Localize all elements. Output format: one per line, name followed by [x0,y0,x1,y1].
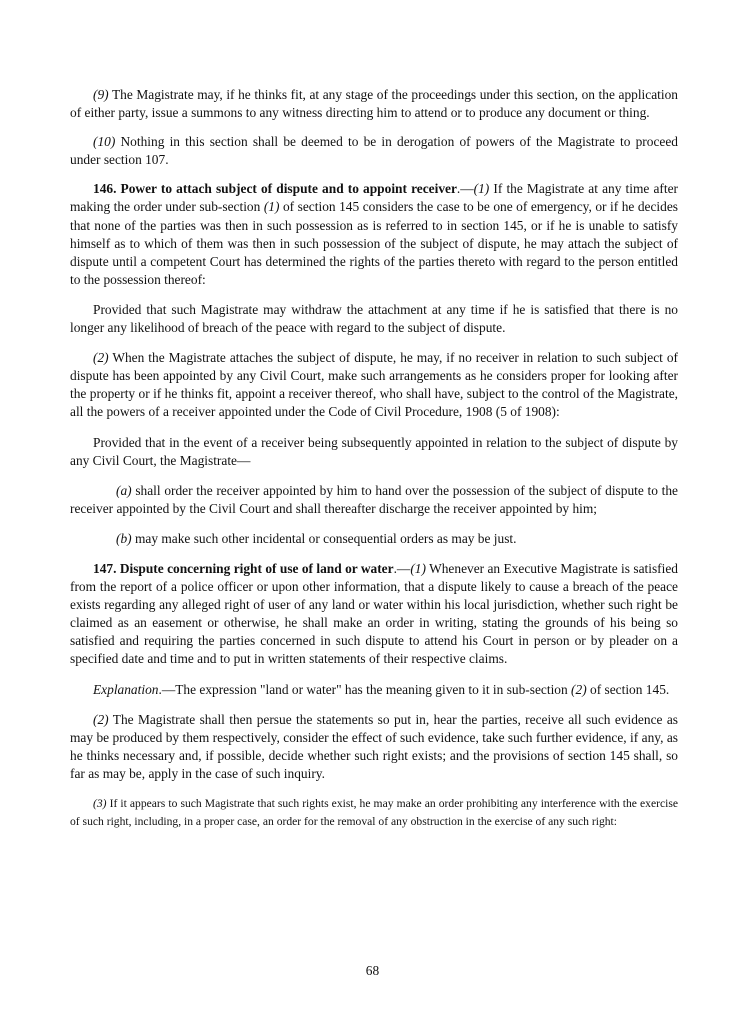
section-146-sub-2 [70,349,678,421]
subsection-reference: (1) [263,199,280,215]
clause-number: (2) [93,350,109,366]
explanation-dash: .— [158,681,176,697]
clause-letter: (a) [116,482,132,498]
paragraph-9 [70,86,678,122]
paragraph-text: Whenever an Executive Magistrate is satisfied from the report of a police officer or upon other information, that a dispute likely to cause a breach of the peace exists regarding any alleged right of user of any land or water within his local jurisdiction, whether such right be claimed as an easement or otherwise, he shall make an order in writing, stating the grounds of his being so satisfied and requiring the parties concerned in such dispute to attend his Court in person or by pleader on a specified date and time and to put in written statements of their respective claims. [70,560,678,667]
section-147-sub-2 [70,711,678,783]
paragraph-text: The Magistrate may, if he thinks fit, at any stage of the proceedings under this section, on the application of either party, issue a summons to any witness directing him to attend or to produce any document or thing. [70,87,678,121]
section-heading: 146. Power to attach subject of dispute and to appoint receiver [93,181,457,197]
paragraph-text: may make such other incidental or consequential orders as may be just. [131,530,517,546]
subsection-reference: (2) [571,681,587,697]
clause-number: (1) [473,181,490,197]
paragraph-text: If it appears to such Magistrate that such rights exist, he may make an order prohibiting any interference with the exercise of such right, including, in a proper case, an order for the removal of any obstruction in the exercise of any such right: [70,797,678,829]
clause-number: (9) [93,87,109,102]
explanation-label: Explanation [93,681,159,697]
clause-number: (10) [93,134,116,150]
clause-number: (2) [93,711,109,727]
paragraph-text: Nothing in this section shall be deemed to be in derogation of powers of the Magistrate to proceed under section 107. [70,134,678,168]
clause-a [70,482,678,518]
section-147-sub-3 [70,795,678,832]
paragraph-text: shall order the receiver appointed by him to hand over the possession of the subject of dispute to the receiver appointed by the Civil Court and shall thereafter discharge the receiver appointed by him; [70,482,678,516]
proviso-146-2: Provided that in the event of a receiver being subsequently appointed in relation to the subject of dispute by any Civil Court, the Magistrate— [70,434,678,468]
heading-dash: .— [393,560,411,576]
paragraph-text: The expression "land or water" has the meaning given to it in sub-section [175,681,572,697]
clause-number: (1) [410,560,426,576]
document-page [70,86,678,832]
section-heading: 147. Dispute concerning right of use of land or water [93,560,394,576]
heading-dash: .— [456,181,474,197]
paragraph-10 [70,133,678,169]
paragraph-text: of section 145. [586,681,670,697]
paragraph-text: of section 145 considers the case to be one of emergency, or if he decides that none of the parties was then in such possession as is referred to in section 145, or if he is unable to satisfy himself as to which of them was then in such possession of the subject of dispute, he may attach the subject of dispute until a competent Court has determined the rights of the parties thereto with regard to the person entitled to the possession thereof: [70,199,678,287]
paragraph-text: When the Magistrate attaches the subject of dispute, he may, if no receiver in relation to such subject of dispute has been appointed by any Civil Court, make such arrangements as he considers proper for looking after the property or if he thinks fit, appoint a receiver thereof, who shall have, subject to the control of the Magistrate, all the powers of a receiver appointed under the Code of Civil Procedure, 1908 (5 of 1908): [70,350,678,420]
clause-letter: (b) [116,530,132,546]
clause-b [70,530,678,548]
clause-number: (3) [93,797,107,810]
page-number: 68 [365,963,380,978]
explanation [70,681,678,699]
paragraph-text: If the Magistrate at any time after making the order under sub-section [70,181,678,215]
proviso-146-1: Provided that such Magistrate may withdraw the attachment at any time if he is satisfied that there is no longer any likelihood of breach of the peace with regard to the subject of dispute. [70,301,678,336]
section-147 [70,560,678,669]
section-146 [70,180,678,289]
paragraph-text: The Magistrate shall then persue the statements so put in, hear the parties, receive all such evidence as may be produced by them respectively, consider the effect of such evidence, take such further evidence, if any, as he thinks necessary and, if possible, decide whether such right exists; and the provisions of section 145 shall, so far as may be, apply in the case of such inquiry. [70,711,678,781]
